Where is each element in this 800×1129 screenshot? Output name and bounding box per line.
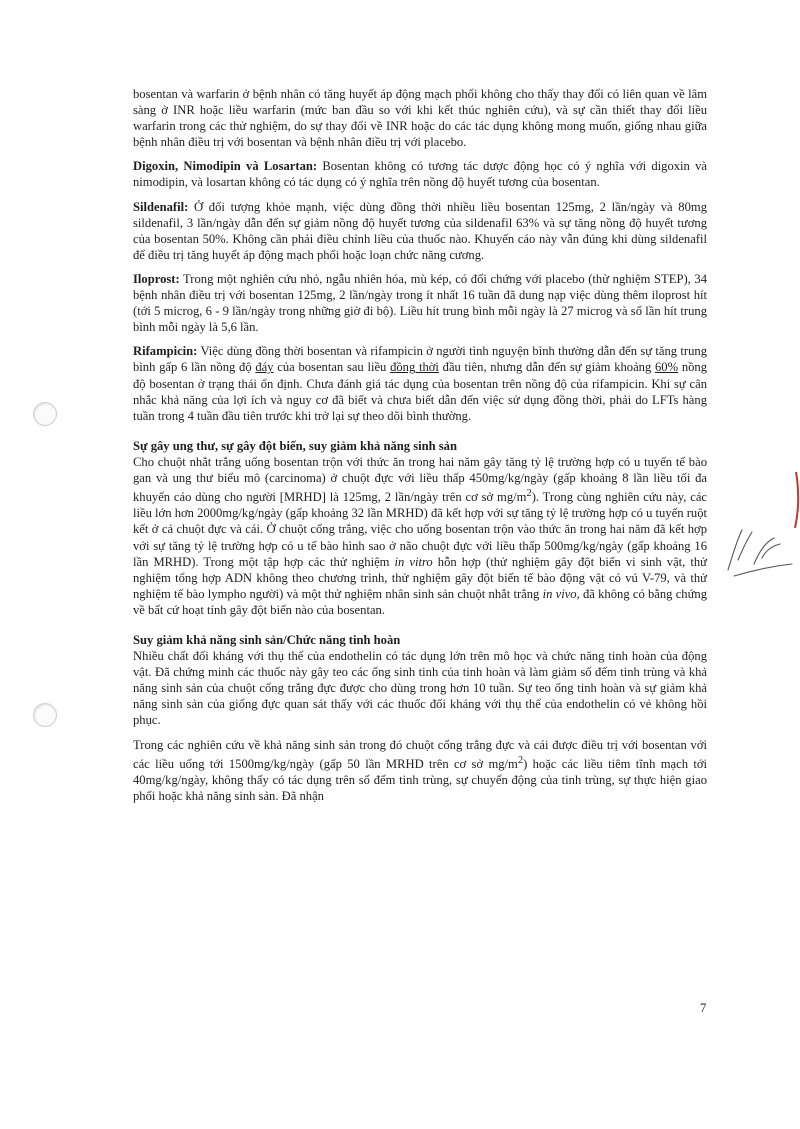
punch-hole-bottom <box>33 703 57 727</box>
paragraph-carcinogenesis <box>133 454 707 618</box>
lead-sildenafil: Sildenafil: <box>133 199 189 214</box>
body-rifampicin-c: đầu tiên, nhưng dẫn đến sự giảm khoảng <box>438 360 655 375</box>
body-rifampicin-d: nồng độ bosentan ở trạng thái ổn định. Chưa đánh giá tác dụng của bosentan trên nồng độ của rifampicin. Khi sự cân nhắc khả năng của lợi ích và nguy cơ đã biết và chưa biết dẫn đến việc sử dụng đồng thời, phải do LFTs hàng tuần trong 4 tuần đầu tiên trước khi trở lại sự theo dõi bình thường. <box>133 360 707 423</box>
body-carcinogenesis-c: hỗn hợp (thử nghiệm gây đột biến vi sinh vật, thử nghiệm tổng hợp ADN không theo chương trình, thử nghiệm gây đột biến tế bào động vật có vú V-79, và thử nghiệm tế bào lympho người) và một thử nghiệm nhân sinh sản chuột nhắt trắng <box>133 554 707 601</box>
paragraph-sildenafil <box>133 199 707 263</box>
superscript: 2 <box>517 754 524 766</box>
lead-rifampicin: Rifampicin: <box>133 344 198 359</box>
body-carcinogenesis-a: Cho chuột nhắt trắng uống bosentan trộn với thức ăn trong hai năm gây tăng tỷ lệ trường hợp có u tuyến tế bào gan và ung thư biểu mô (carcinoma) ở chuột đực với liều thấp 450mg/kg/ngày (gấp khoảng 8 lần liều tối đa khuyến cáo dùng cho người [MRHD] là 125mg, 2 lần/ngày trên cơ sở mg/m <box>133 454 707 505</box>
superscript: 2 <box>526 488 532 500</box>
body-iloprost: Trong một nghiên cứu nhỏ, ngẫu nhiên hóa, mù kép, có đối chứng với placebo (thử nghiệm STEP), 34 bệnh nhân điều trị với bosentan 125mg, 2 lần/ngày trong ít nhất 16 tuần đã dung nạp việc dùng thêm iloprost hít (tới 5 microg, 6 - 9 lần/ngày trong những giờ đi bộ). Liều hít trung bình mỗi ngày là 27 microg và số lần hít trung bình mỗi ngày là 5,6 lần. <box>133 271 707 335</box>
italic-text: in vitro <box>394 554 433 569</box>
handwritten-signature <box>724 520 794 580</box>
lead-iloprost: Iloprost: <box>133 271 180 286</box>
paragraph-warfarin: bosentan và warfarin ở bệnh nhân có tăng huyết áp động mạch phổi không cho thấy thay đổi có liên quan về lâm sàng ở INR hoặc liều warfarin (mức ban đầu so với khi kết thúc nghiên cứu), và sự cần thiết thay đổi liều warfarin trong các thử nghiệm, do sự thay đổi về INR hoặc do các tác dụng không mong muốn, giống nhau giữa bệnh nhân điều trị với bosentan và bệnh nhân điều trị với placebo. <box>133 87 707 150</box>
page-number: 7 <box>700 1001 707 1015</box>
paragraph-digoxin <box>133 158 707 190</box>
paragraph-iloprost <box>133 271 707 335</box>
paragraph-testicular: Nhiều chất đối kháng với thụ thể của endothelin có tác dụng lớn trên mô học và chức năng tinh hoàn của động vật. Đã chứng minh các thuốc này gây teo các ống sinh tinh của tinh hoàn và làm giảm số đếm tinh trùng và khả năng sinh sản của chuột cống trắng đực được cho dùng trong hơn 10 tuần. Sự teo ống tinh hoàn và sự giảm khả năng sinh sản của giống đực quan sát thấy với các thuốc đối kháng với thụ thể của endothelin có vẻ không hồi phục. <box>133 649 707 728</box>
paragraph-fertility-studies <box>133 737 707 805</box>
underlined-text: đồng thời <box>390 360 439 375</box>
underlined-text: đáy <box>255 360 274 375</box>
italic-text: in vivo <box>542 586 577 601</box>
paragraph-rifampicin <box>133 343 707 423</box>
body-fertility-b: ) hoặc các liều tiêm tĩnh mạch tới 40mg/kg/ngày, không thấy có tác dụng trên số đếm tinh trùng, sự chuyển động của tinh trùng, sự thực hiện giao phối hoặc khả năng sinh sản. Đã nhận <box>133 756 707 804</box>
body-rifampicin-a: Việc dùng đồng thời bosentan và rifampicin ở người tình nguyện bình thường dẫn đến sự tăng trung bình gấp 6 lần nồng độ <box>133 344 707 375</box>
body-fertility-a: Trong các nghiên cứu về khả năng sinh sản trong đó chuột cống trắng đực và cái được điều trị với bosentan với các liều uống tới 1500mg/kg/ngày (gấp 50 lần MRHD trên cơ sở mg/m <box>133 737 707 771</box>
body-sildenafil: Ở đối tượng khỏe mạnh, việc dùng đồng thời nhiều liều bosentan 125mg, 2 lần/ngày và 80mg sildenafil, 3 lần/ngày dẫn đến sự giảm nồng độ huyết tương của sildenafil 63% và sự tăng nồng độ huyết tương của bosentan 50%. Không cần phải điều chỉnh liều của thuốc nào. Khuyến cáo này vẫn đúng khi dùng sildenafil để điều trị tăng huyết áp động mạch phổi hoặc loạn chức năng cương. <box>133 199 707 262</box>
section-heading-fertility: Suy giảm khả năng sinh sản/Chức năng tinh hoàn <box>133 633 401 647</box>
body-carcinogenesis-b: ). Trong cùng nghiên cứu này, các liều lớn hơn 2000mg/kg/ngày (gấp khoảng 32 lần MRHD) đã kết hợp với sự tăng tỷ lệ trường hợp có u tuyến ruột kết ở cả chuột đực và cái. Ở chuột cống trắng, việc cho uống bosentan trộn vào thức ăn trong hai năm đã kết hợp với sự tăng tỷ lệ trường hợp có u tế bào hình sao ở não chuột đực với liều thấp 500mg/kg/ngày (gấp khoảng 16 lần MRHD). Trong một tập hợp các thử nghiệm <box>133 490 708 569</box>
underlined-text: 60% <box>655 360 679 375</box>
body-carcinogenesis-d: , đã không có bằng chứng về bất cứ hoạt tính gây đột biến nào của bosentan. <box>133 586 708 617</box>
lead-digoxin: Digoxin, Nimodipin và Losartan: <box>133 159 318 174</box>
body-digoxin: Bosentan không có tương tác dược động học có ý nghĩa với digoxin và nimodipin, và losartan không có tác dụng có ý nghĩa trên nồng độ huyết tương của bosentan. <box>133 159 707 190</box>
punch-hole-top <box>33 402 57 426</box>
body-rifampicin-b: của bosentan sau liều <box>273 360 391 375</box>
section-heading-carcinogenesis: Sự gây ung thư, sự gây đột biến, suy giảm khả năng sinh sản <box>133 438 457 453</box>
body-text <box>133 86 707 812</box>
